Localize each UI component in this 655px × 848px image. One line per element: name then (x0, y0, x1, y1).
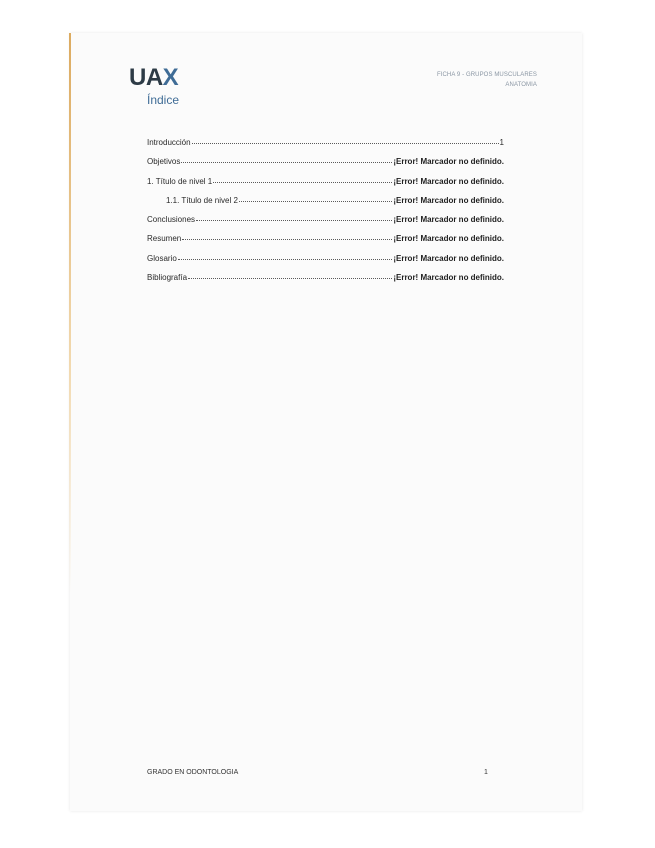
toc-dot-leader (178, 259, 393, 260)
page-edge-mark (69, 33, 71, 593)
header-line-course: FICHA 9 - GRUPOS MUSCULARES (436, 72, 537, 78)
toc-entry-label: Resumen (147, 234, 182, 244)
toc-entry-label: 1. Título de nivel 1 (147, 176, 213, 186)
document-header (437, 70, 537, 90)
toc-entry[interactable] (147, 138, 504, 157)
toc-entry-label: Conclusiones (147, 215, 196, 225)
toc-entry[interactable] (147, 234, 504, 253)
toc-dot-leader (182, 239, 392, 240)
toc-entry-error: ¡Error! Marcador no definido. (393, 157, 504, 167)
toc-entry-error: ¡Error! Marcador no definido. (393, 253, 504, 263)
toc-dot-leader (192, 143, 499, 144)
toc-entry-label: Objetivos (147, 157, 181, 167)
toc-entry-page: 1 (499, 138, 504, 147)
toc-entry-label: Bibliografía (147, 273, 188, 283)
toc-entry-error: ¡Error! Marcador no definido. (393, 273, 504, 283)
toc-entry-error: ¡Error! Marcador no definido. (393, 195, 504, 205)
toc-entry[interactable] (147, 273, 504, 292)
toc-entry-label: Introducción (147, 138, 191, 147)
toc-entry[interactable] (147, 157, 504, 176)
toc-entry-label: Glosario (147, 253, 177, 263)
toc-entry-error: ¡Error! Marcador no definido. (393, 215, 504, 225)
logo-text-x: X (162, 64, 179, 91)
toc-dot-leader (213, 182, 392, 183)
table-of-contents (147, 138, 504, 292)
toc-dot-leader (188, 278, 392, 279)
toc-dot-leader (239, 201, 392, 202)
uax-logo (129, 66, 178, 90)
toc-entry[interactable] (147, 177, 504, 196)
toc-dot-leader (196, 220, 392, 221)
index-heading: Índice (147, 93, 180, 107)
toc-entry[interactable] (147, 254, 504, 273)
toc-dot-leader (181, 162, 392, 163)
toc-entry-label: 1.1. Título de nivel 2 (166, 195, 238, 205)
header-line-subject: ANATOMIA (505, 82, 537, 88)
toc-entry[interactable] (147, 196, 504, 215)
toc-entry-error: ¡Error! Marcador no definido. (393, 234, 504, 244)
logo-text-ua: UA (129, 64, 163, 91)
footer-degree: GRADO EN ODONTOLOGIA (147, 769, 239, 776)
toc-entry-error: ¡Error! Marcador no definido. (393, 176, 504, 186)
toc-entry[interactable] (147, 215, 504, 234)
footer-page-number: 1 (484, 769, 488, 776)
